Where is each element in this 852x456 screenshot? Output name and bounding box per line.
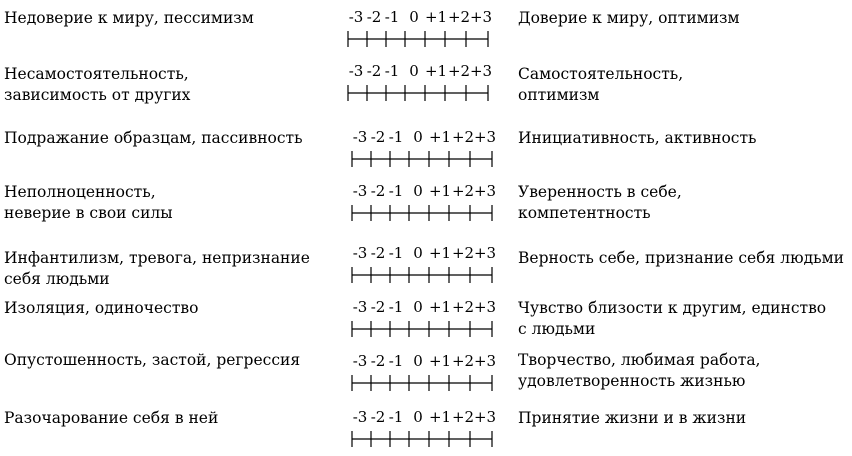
- positive-pole: [518, 350, 760, 392]
- scale-value[interactable]: -3: [352, 244, 368, 262]
- scale-value[interactable]: 0: [413, 408, 423, 426]
- negative-pole-line: Разочарование себя в ней: [4, 409, 219, 427]
- scale-value[interactable]: -1: [388, 182, 404, 200]
- scale-numbers: [346, 244, 506, 262]
- negative-pole-line: Недоверие к миру, пессимизм: [4, 9, 254, 27]
- positive-pole: [518, 298, 826, 340]
- scale-value[interactable]: 0: [413, 182, 423, 200]
- negative-pole: [4, 8, 254, 29]
- positive-pole-line: оптимизм: [518, 86, 600, 104]
- scale-value[interactable]: -2: [370, 182, 386, 200]
- rating-scale[interactable]: [346, 244, 506, 288]
- negative-pole: [4, 350, 300, 371]
- scale-numbers: [346, 298, 506, 316]
- positive-pole-line: Доверие к миру, оптимизм: [518, 9, 740, 27]
- scale-value[interactable]: +2: [451, 298, 475, 316]
- positive-pole: [518, 182, 682, 224]
- positive-pole-line: с людьми: [518, 320, 596, 338]
- scale-value[interactable]: +3: [473, 244, 497, 262]
- scale-numbers: [342, 8, 502, 26]
- scale-value[interactable]: +2: [451, 352, 475, 370]
- negative-pole-line: себя людьми: [4, 270, 110, 288]
- scale-value[interactable]: +3: [473, 298, 497, 316]
- scale-value[interactable]: -2: [370, 298, 386, 316]
- positive-pole-line: Чувство близости к другим, единство: [518, 299, 827, 317]
- scale-value[interactable]: -1: [388, 408, 404, 426]
- scale-value[interactable]: +3: [469, 62, 493, 80]
- negative-pole-line: Инфантилизм, тревога, непризнание: [4, 249, 310, 267]
- scale-track: [342, 84, 502, 102]
- scale-value[interactable]: 0: [413, 244, 423, 262]
- negative-pole-line: Опустошенность, застой, регрессия: [4, 351, 301, 369]
- negative-pole-line: Неполноценность,: [4, 183, 156, 201]
- scale-value[interactable]: 0: [413, 298, 423, 316]
- scale-value[interactable]: -1: [388, 298, 404, 316]
- scale-value[interactable]: -3: [348, 8, 364, 26]
- scale-value[interactable]: -1: [388, 244, 404, 262]
- scale-value[interactable]: +1: [424, 62, 448, 80]
- negative-pole-line: неверие в свои силы: [4, 204, 173, 222]
- positive-pole-line: компетентность: [518, 204, 651, 222]
- scale-value[interactable]: -3: [352, 128, 368, 146]
- scale-value[interactable]: 0: [409, 62, 419, 80]
- rating-scale[interactable]: [346, 352, 506, 396]
- scale-value[interactable]: +2: [447, 62, 471, 80]
- scale-value[interactable]: +2: [451, 408, 475, 426]
- scale-value[interactable]: -2: [370, 408, 386, 426]
- positive-pole: [518, 408, 746, 429]
- positive-pole: [518, 8, 740, 29]
- scale-value[interactable]: -1: [384, 8, 400, 26]
- scale-track: [346, 204, 506, 222]
- positive-pole-line: Верность себе, признание себя людьми: [518, 249, 844, 267]
- positive-pole-line: Творчество, любимая работа,: [518, 351, 761, 369]
- negative-pole: [4, 248, 310, 290]
- scale-value[interactable]: 0: [413, 352, 423, 370]
- scale-track: [346, 266, 506, 284]
- positive-pole-line: Самостоятельность,: [518, 65, 684, 83]
- scale-value[interactable]: 0: [409, 8, 419, 26]
- scale-value[interactable]: 0: [413, 128, 423, 146]
- scale-value[interactable]: +1: [428, 128, 452, 146]
- scale-value[interactable]: +3: [473, 352, 497, 370]
- scale-value[interactable]: -3: [352, 182, 368, 200]
- rating-scale[interactable]: [342, 62, 502, 106]
- positive-pole-line: удовлетворенность жизнью: [518, 372, 746, 390]
- scale-value[interactable]: +2: [451, 182, 475, 200]
- scale-value[interactable]: +1: [428, 298, 452, 316]
- scale-value[interactable]: -2: [366, 8, 382, 26]
- rating-scale[interactable]: [346, 298, 506, 342]
- scale-value[interactable]: -3: [348, 62, 364, 80]
- scale-value[interactable]: +2: [447, 8, 471, 26]
- scale-value[interactable]: +1: [428, 408, 452, 426]
- scale-value[interactable]: -1: [388, 352, 404, 370]
- scale-value[interactable]: +3: [473, 408, 497, 426]
- scale-numbers: [342, 62, 502, 80]
- scale-value[interactable]: -3: [352, 298, 368, 316]
- scale-track: [346, 430, 506, 448]
- negative-pole: [4, 64, 190, 106]
- scale-track: [346, 150, 506, 168]
- scale-value[interactable]: -2: [370, 244, 386, 262]
- scale-value[interactable]: +3: [473, 182, 497, 200]
- scale-numbers: [346, 408, 506, 426]
- rating-scale[interactable]: [342, 8, 502, 52]
- positive-pole-line: Инициативность, активность: [518, 129, 757, 147]
- negative-pole-line: Изоляция, одиночество: [4, 299, 199, 317]
- rating-scale[interactable]: [346, 408, 506, 452]
- negative-pole: [4, 128, 303, 149]
- scale-value[interactable]: +1: [428, 182, 452, 200]
- negative-pole-line: зависимость от других: [4, 86, 191, 104]
- scale-value[interactable]: -1: [384, 62, 400, 80]
- rating-scale[interactable]: [346, 182, 506, 226]
- scale-track: [346, 374, 506, 392]
- negative-pole: [4, 182, 173, 224]
- scale-value[interactable]: -2: [370, 128, 386, 146]
- scale-value[interactable]: -3: [352, 352, 368, 370]
- scale-value[interactable]: -1: [388, 128, 404, 146]
- positive-pole-line: Принятие жизни и в жизни: [518, 409, 747, 427]
- negative-pole-line: Несамостоятельность,: [4, 65, 189, 83]
- positive-pole: [518, 128, 756, 149]
- rating-scale[interactable]: [346, 128, 506, 172]
- scale-track: [346, 320, 506, 338]
- scale-value[interactable]: +1: [428, 352, 452, 370]
- scale-numbers: [346, 182, 506, 200]
- scale-numbers: [346, 128, 506, 146]
- scale-value[interactable]: +1: [428, 244, 452, 262]
- negative-pole: [4, 408, 218, 429]
- scale-value[interactable]: +3: [473, 128, 497, 146]
- positive-pole-line: Уверенность в себе,: [518, 183, 682, 201]
- scale-value[interactable]: +1: [424, 8, 448, 26]
- scale-value[interactable]: -3: [352, 408, 368, 426]
- scale-value[interactable]: +2: [451, 128, 475, 146]
- scale-track: [342, 30, 502, 48]
- negative-pole-line: Подражание образцам, пассивность: [4, 129, 303, 147]
- scale-value[interactable]: -2: [366, 62, 382, 80]
- scale-value[interactable]: +2: [451, 244, 475, 262]
- scale-value[interactable]: +3: [469, 8, 493, 26]
- positive-pole: [518, 64, 683, 106]
- scale-value[interactable]: -2: [370, 352, 386, 370]
- scale-numbers: [346, 352, 506, 370]
- negative-pole: [4, 298, 198, 319]
- positive-pole: [518, 248, 844, 269]
